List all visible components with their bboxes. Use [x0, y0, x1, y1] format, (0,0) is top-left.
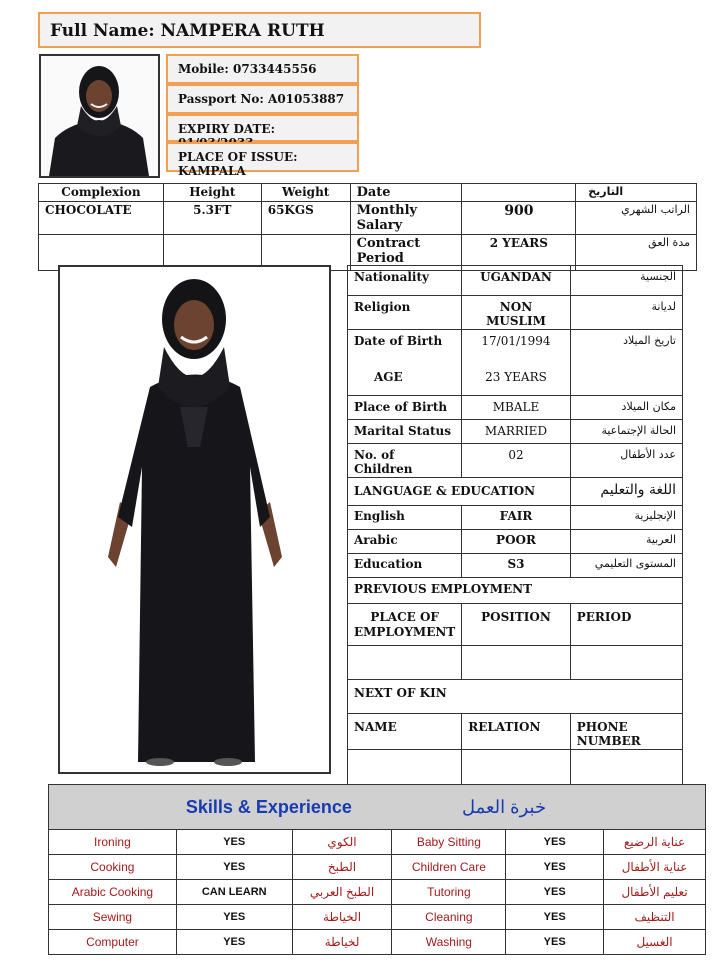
- prev-position-header: POSITION: [462, 604, 571, 646]
- detail-row: [348, 444, 683, 478]
- kin-relation-header: RELATION: [462, 714, 571, 750]
- skill-name: Tutoring: [392, 880, 506, 905]
- prev-employment-title: PREVIOUS EMPLOYMENT: [348, 578, 683, 604]
- weight-value: 65KGS: [261, 202, 350, 235]
- empty-cell: [348, 646, 462, 680]
- detail-label-ar: [570, 360, 682, 396]
- contract-period-label: Contract Period: [350, 235, 462, 271]
- skills-title: Skills & Experience: [185, 796, 352, 817]
- skill-name: Washing: [392, 930, 506, 955]
- detail-label: No. of Children: [348, 444, 462, 478]
- language-label-ar: الإنجليزية: [570, 506, 682, 530]
- detail-value: 23 YEARS: [462, 360, 571, 396]
- skill-row: [49, 830, 706, 855]
- detail-label-ar: تاريخ الميلاد: [570, 330, 682, 360]
- complexion-header: Complexion: [39, 184, 164, 202]
- prev-employment-title-row: [348, 578, 683, 604]
- expiry-date: EXPIRY DATE:: [178, 122, 276, 136]
- kin-phone-header: PHONE NUMBER: [570, 714, 682, 750]
- language-label: Arabic: [348, 530, 462, 554]
- skill-value: YES: [506, 855, 604, 880]
- language-value: FAIR: [462, 506, 571, 530]
- skill-value: YES: [176, 930, 292, 955]
- skill-name-ar: الكوي: [292, 830, 392, 855]
- skill-name: Ironing: [49, 830, 177, 855]
- next-of-kin-title-row: [348, 680, 683, 714]
- detail-value: UGANDAN: [462, 266, 571, 296]
- weight-header: Weight: [261, 184, 350, 202]
- skill-name-ar: الطبخ: [292, 855, 392, 880]
- skill-value: YES: [176, 830, 292, 855]
- language-value: S3: [462, 554, 571, 578]
- language-label-ar: المستوى التعليمي: [570, 554, 682, 578]
- skill-name: Baby Sitting: [392, 830, 506, 855]
- skill-name: Cooking: [49, 855, 177, 880]
- skill-value: YES: [176, 855, 292, 880]
- mobile-box: [166, 54, 359, 84]
- date-label-ar: التاريخ: [576, 184, 697, 202]
- skill-name: Sewing: [49, 905, 177, 930]
- skill-value: CAN LEARN: [176, 880, 292, 905]
- detail-row: [348, 360, 683, 396]
- detail-row: [348, 296, 683, 330]
- detail-label-ar: الجنسية: [570, 266, 682, 296]
- contract-period-ar: مدة العق: [576, 235, 697, 271]
- skill-name-ar: الطبخ العربي: [292, 880, 392, 905]
- detail-row: [348, 266, 683, 296]
- empty-cell: [570, 750, 682, 786]
- place-issue-box: [166, 142, 359, 178]
- empty-cell: [462, 646, 571, 680]
- skill-name-ar: تعليم الأطفال: [604, 880, 706, 905]
- salary-value: 900: [462, 202, 576, 235]
- prev-employment-header-row: [348, 604, 683, 646]
- empty-cell: [348, 750, 462, 786]
- passport-number: Passport No: A01053887: [178, 92, 345, 106]
- skill-name: Cleaning: [392, 905, 506, 930]
- date-value: [462, 184, 576, 202]
- skill-name-ar: التنظيف: [604, 905, 706, 930]
- detail-value: NON MUSLIM: [462, 296, 571, 330]
- skill-row: [49, 905, 706, 930]
- place-of-issue: PLACE OF ISSUE: KAMPALA: [178, 150, 298, 178]
- language-label: English: [348, 506, 462, 530]
- prev-employment-empty-row: [348, 646, 683, 680]
- detail-label: Place of Birth: [348, 396, 462, 420]
- language-title-row: [348, 478, 683, 506]
- full-name-box: [38, 12, 481, 48]
- detail-label-ar: مكان الميلاد: [570, 396, 682, 420]
- portrait-photo: [39, 54, 160, 178]
- skill-name: Children Care: [392, 855, 506, 880]
- language-title: LANGUAGE & EDUCATION: [348, 478, 571, 506]
- next-of-kin-empty-row: [348, 750, 683, 786]
- full-name: Full Name: NAMPERA RUTH: [50, 21, 325, 41]
- complexion-value: CHOCOLATE: [39, 202, 164, 235]
- height-header: Height: [163, 184, 261, 202]
- next-of-kin-title: NEXT OF KIN: [348, 680, 683, 714]
- detail-label: Marital Status: [348, 420, 462, 444]
- prev-place-header: PLACE OF EMPLOYMENT: [348, 604, 462, 646]
- passport-box: [166, 84, 359, 114]
- next-of-kin-header-row: [348, 714, 683, 750]
- contract-period-value: 2 YEARS: [462, 235, 576, 271]
- language-row: [348, 530, 683, 554]
- skill-name-ar: لخياطة: [292, 930, 392, 955]
- skill-name-ar: عناية الأطفال: [604, 855, 706, 880]
- skill-value: YES: [506, 880, 604, 905]
- detail-label: Religion: [348, 296, 462, 330]
- empty-cell: [570, 646, 682, 680]
- language-row: [348, 506, 683, 530]
- language-value: POOR: [462, 530, 571, 554]
- skill-value: YES: [176, 905, 292, 930]
- salary-label: Monthly Salary: [350, 202, 462, 235]
- language-label-ar: العربية: [570, 530, 682, 554]
- language-label: Education: [348, 554, 462, 578]
- skill-name-ar: الغسيل: [604, 930, 706, 955]
- salary-label-ar: الراتب الشهري: [576, 202, 697, 235]
- skill-name-ar: عناية الرضيع: [604, 830, 706, 855]
- skill-row: [49, 880, 706, 905]
- detail-value: MARRIED: [462, 420, 571, 444]
- kin-name-header: NAME: [348, 714, 462, 750]
- skill-name: Computer: [49, 930, 177, 955]
- detail-label-ar: الحالة الإجتماعية: [570, 420, 682, 444]
- portrait-image: [41, 56, 158, 176]
- full-body-image: [60, 267, 329, 772]
- detail-label: Date of Birth: [348, 330, 462, 360]
- detail-row: [348, 396, 683, 420]
- prev-period-header: PERIOD: [570, 604, 682, 646]
- height-value: 5.3FT: [163, 202, 261, 235]
- skill-row: [49, 930, 706, 955]
- physical-contract-table: [38, 183, 697, 271]
- skill-name-ar: الخياطة: [292, 905, 392, 930]
- skills-table: [48, 784, 706, 955]
- skills-title-cell: [49, 785, 392, 830]
- detail-label-ar: لديانة: [570, 296, 682, 330]
- details-table: [347, 265, 683, 786]
- language-row: [348, 554, 683, 578]
- detail-label: AGE: [348, 360, 462, 396]
- skills-title-ar-cell: [392, 785, 706, 830]
- skill-row: [49, 855, 706, 880]
- detail-row: [348, 330, 683, 360]
- full-body-photo: [58, 265, 331, 774]
- skill-value: YES: [506, 930, 604, 955]
- expiry-box: [166, 114, 359, 142]
- skill-value: YES: [506, 830, 604, 855]
- skills-title-ar: خبرة العمل: [461, 796, 547, 817]
- empty-cell: [462, 750, 571, 786]
- detail-value: 02: [462, 444, 571, 478]
- skill-name: Arabic Cooking: [49, 880, 177, 905]
- detail-label: Nationality: [348, 266, 462, 296]
- detail-value: 17/01/1994: [462, 330, 571, 360]
- language-title-ar: اللغة والتعليم: [570, 478, 682, 506]
- detail-label-ar: عدد الأطفال: [570, 444, 682, 478]
- detail-row: [348, 420, 683, 444]
- skill-value: YES: [506, 905, 604, 930]
- detail-value: MBALE: [462, 396, 571, 420]
- date-label: Date: [350, 184, 462, 202]
- mobile-number: Mobile: 0733445556: [178, 62, 317, 76]
